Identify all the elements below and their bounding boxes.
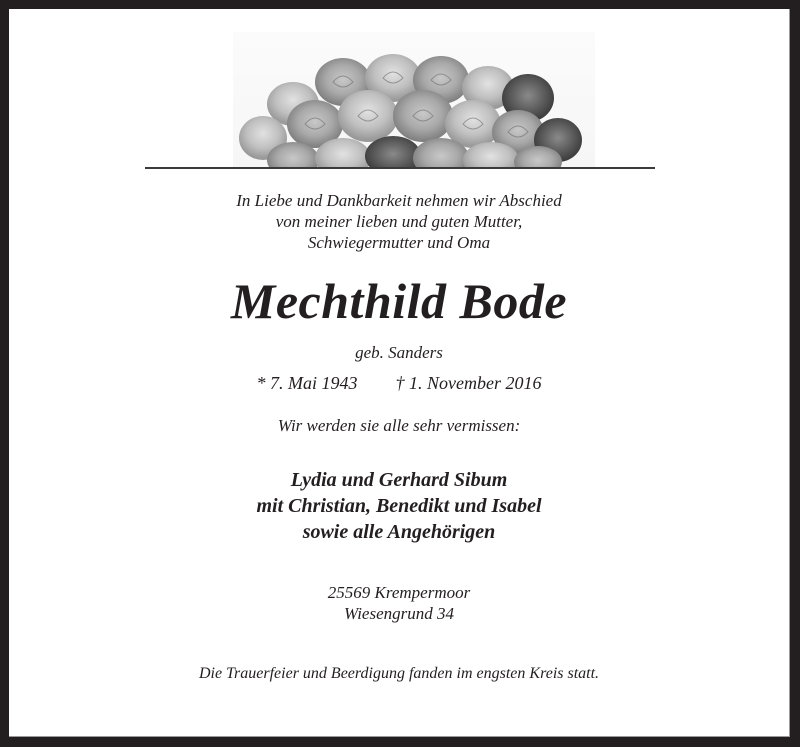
mourner-line: sowie alle Angehörigen (302, 521, 496, 543)
intro-line: In Liebe und Dankbarkeit nehmen wir Abschied (236, 191, 562, 210)
address (9, 582, 789, 624)
obituary-notice (9, 9, 790, 737)
miss-line: Wir werden sie alle sehr vermissen: (277, 416, 521, 435)
mourners (9, 467, 789, 545)
life-dates (9, 371, 789, 395)
intro-text (9, 190, 789, 253)
maiden-name: geb. Sanders (355, 343, 443, 362)
intro-line: von meiner lieben und guten Mutter, (275, 212, 523, 231)
death-date: † 1. November 2016 (395, 373, 542, 393)
divider-line (145, 167, 655, 169)
mourner-line: mit Christian, Benedikt und Isabel (256, 495, 542, 517)
birth-date: * 7. Mai 1943 (256, 373, 358, 393)
deceased-name: Mechthild Bode (230, 273, 568, 329)
address-line: Wiesengrund 34 (343, 604, 455, 623)
address-line: 25569 Krempermoor (327, 583, 471, 602)
closing-note: Die Trauerfeier und Beerdigung fanden im engsten Kreis statt. (198, 665, 600, 682)
roses-icon (233, 32, 595, 168)
roses-image (233, 32, 595, 168)
mourner-line: Lydia und Gerhard Sibum (290, 469, 508, 491)
intro-line: Schwiegermutter und Oma (307, 233, 491, 252)
